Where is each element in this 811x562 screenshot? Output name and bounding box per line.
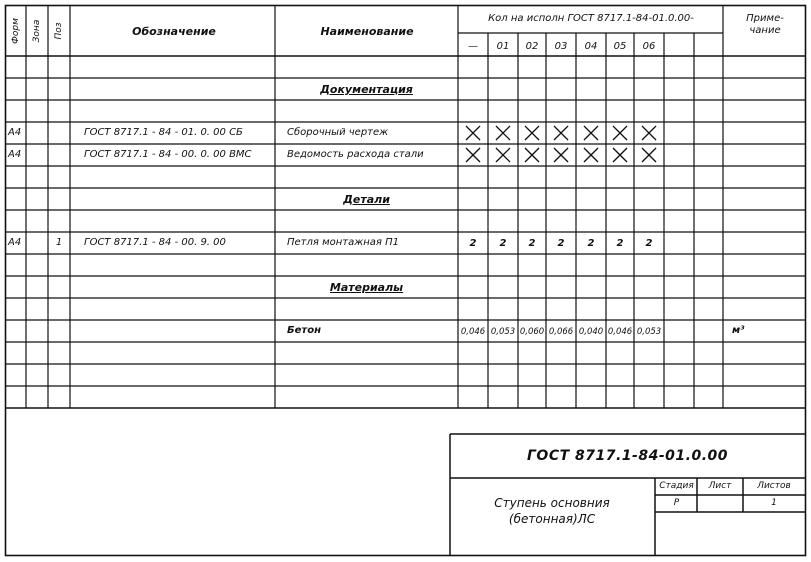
concrete-qty: 0,066 xyxy=(548,327,574,337)
variant-header: 05 xyxy=(613,41,627,52)
title-block-code: ГОСТ 8717.1-84-01.0.00 xyxy=(527,448,728,464)
row-loop-position: 1 xyxy=(55,237,63,248)
loop-qty: 2 xyxy=(528,238,536,249)
concrete-qty: 0,060 xyxy=(519,327,545,337)
title-block-stage-label: Стадия xyxy=(659,481,694,491)
row-steel-name: Ведомость расхода стали xyxy=(287,149,424,160)
header-position: Поз xyxy=(54,22,64,40)
row-steel-format: A4 xyxy=(8,149,22,160)
row-concrete-name: Бетон xyxy=(287,325,321,336)
header-zone: Зона xyxy=(32,19,42,43)
title-block-stage-value: Р xyxy=(673,498,680,508)
concrete-unit: м³ xyxy=(732,325,745,336)
header-format: Форм xyxy=(11,18,21,44)
header-note-line1: Приме- xyxy=(746,13,784,24)
title-block-sheets-value: 1 xyxy=(771,498,777,508)
variant-header: 03 xyxy=(554,41,568,52)
variant-header: 02 xyxy=(525,41,539,52)
loop-qty: 2 xyxy=(645,238,653,249)
loop-qty: 2 xyxy=(469,238,477,249)
concrete-qty: 0,053 xyxy=(490,327,516,337)
concrete-qty: 0,053 xyxy=(636,327,662,337)
row-loop-format: A4 xyxy=(8,237,22,248)
title-block-sheet-label: Лист xyxy=(708,481,732,491)
loop-qty: 2 xyxy=(499,238,507,249)
variant-header: — xyxy=(468,41,478,52)
concrete-qty: 0,046 xyxy=(607,327,633,337)
title-block-name-line1: Ступень основния xyxy=(494,496,610,510)
section-documentation: Документация xyxy=(320,83,413,96)
variant-header: 01 xyxy=(496,41,510,52)
loop-qty: 2 xyxy=(616,238,624,249)
title-block-name-line2: (бетонная)ЛС xyxy=(508,512,596,526)
row-steel-designation: ГОСТ 8717.1 - 84 - 00. 0. 00 ВМС xyxy=(84,149,252,160)
loop-qty: 2 xyxy=(587,238,595,249)
row-loop-name: Петля монтажная П1 xyxy=(287,237,399,248)
row-assembly-name: Сборочный чертеж xyxy=(287,127,389,138)
variant-header: 06 xyxy=(642,41,656,52)
header-qty-caption: Кол на исполн ГОСТ 8717.1-84-01.0.00- xyxy=(488,13,694,24)
header-designation: Обозначение xyxy=(132,25,216,38)
header-name: Наименование xyxy=(320,25,414,38)
concrete-qty: 0,046 xyxy=(460,327,486,337)
row-loop-designation: ГОСТ 8717.1 - 84 - 00. 9. 00 xyxy=(84,237,226,248)
loop-qty: 2 xyxy=(557,238,565,249)
row-assembly-format: A4 xyxy=(8,127,22,138)
section-parts: Детали xyxy=(343,193,390,206)
concrete-qty: 0,040 xyxy=(578,327,604,337)
variant-header: 04 xyxy=(584,41,598,52)
header-note-line2: чание xyxy=(749,25,781,36)
section-materials: Материалы xyxy=(329,281,404,294)
title-block-sheets-label: Листов xyxy=(757,481,791,491)
row-assembly-designation: ГОСТ 8717.1 - 84 - 01. 0. 00 СБ xyxy=(84,127,243,138)
